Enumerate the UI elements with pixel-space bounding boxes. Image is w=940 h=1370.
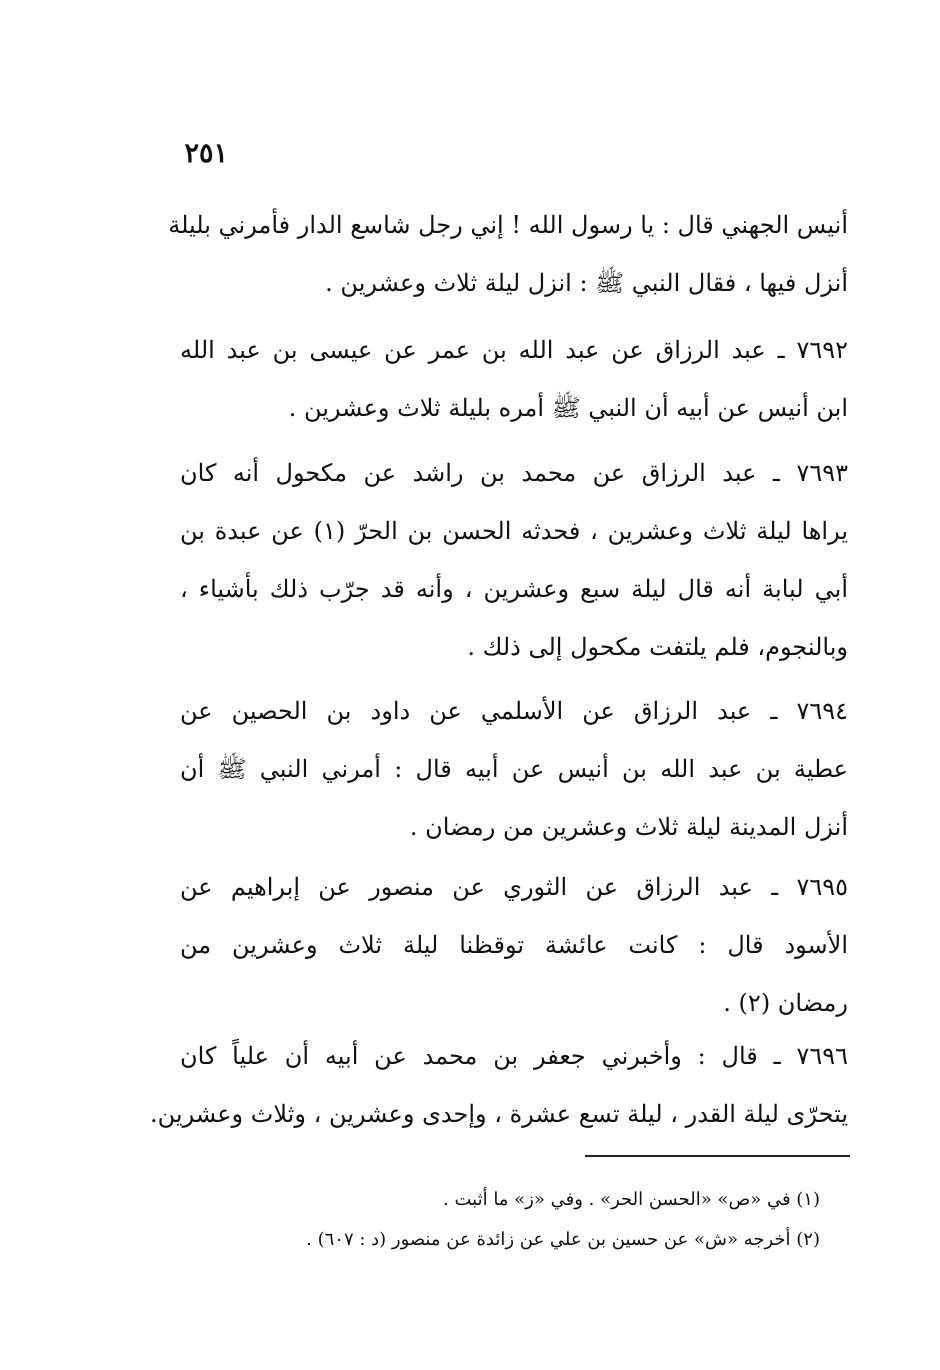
hadith-7692 <box>180 321 848 437</box>
text-line: ٧٦٩٢ ـ عبد الرزاق عن عبد الله بن عمر عن عيسى بن عبد الله <box>180 336 848 364</box>
footnote-divider <box>585 1155 850 1157</box>
footnote-2: (٢) أخرجه «ش» عن حسين بن علي عن زائدة عن منصور (د : ٦٠٧) . <box>306 1229 820 1250</box>
hadith-7695 <box>180 858 848 1032</box>
footnote-1: (١) في «ص» «الحسن الحر» . وفي «ز» ما أثبت . <box>443 1189 820 1210</box>
text-line: ٧٦٩٦ ـ قال : وأخبرني جعفر بن محمد عن أبيه أن علياً كان <box>180 1042 848 1070</box>
text-line: عطية بن عبد الله بن أنيس عن أبيه قال : أمرني النبي ﷺ أن <box>180 755 848 783</box>
text-line: ٧٦٩٥ ـ عبد الرزاق عن الثوري عن منصور عن إبراهيم عن <box>180 873 848 901</box>
text-line: يراها ليلة ثلاث وعشرين ، فحدثه الحسن بن الحرّ (١) عن عبدة بن <box>180 517 848 545</box>
text-line: أبي لبابة أنه قال ليلة سبع وعشرين ، وأنه قد جرّب ذلك بأشياء ، <box>180 575 848 603</box>
text-line: وبالنجوم، فلم يلتفت مكحول إلى ذلك . <box>467 633 848 661</box>
text-line: أنزل المدينة ليلة ثلاث وعشرين من رمضان . <box>409 813 848 841</box>
text-line: أنيس الجهني قال : يا رسول الله ! إني رجل شاسع الدار فأمرني بليلة <box>168 211 848 239</box>
text-line: ٧٦٩٣ ـ عبد الرزاق عن محمد بن راشد عن مكحول أنه كان <box>180 459 848 487</box>
text-line: أنزل فيها ، فقال النبي ﷺ : انزل ليلة ثلاث وعشرين . <box>325 269 848 297</box>
text-line: رمضان (٢) . <box>723 989 848 1017</box>
hadith-7694 <box>180 682 848 856</box>
page-number: ٢٥١ <box>184 138 228 169</box>
text-line: الأسود قال : كانت عائشة توقظنا ليلة ثلاث وعشرين من <box>180 931 848 959</box>
text-line: يتحرّى ليلة القدر ، ليلة تسع عشرة ، وإحدى وعشرين ، وثلاث وعشرين. <box>150 1100 848 1128</box>
hadith-7696 <box>150 1027 848 1143</box>
hadith-7693 <box>180 444 848 676</box>
text-line: ابن أنيس عن أبيه أن النبي ﷺ أمره بليلة ثلاث وعشرين . <box>288 394 848 422</box>
text-line: ٧٦٩٤ ـ عبد الرزاق عن الأسلمي عن داود بن الحصين عن <box>180 697 848 725</box>
footnotes <box>230 1180 820 1260</box>
intro-paragraph <box>168 196 848 312</box>
